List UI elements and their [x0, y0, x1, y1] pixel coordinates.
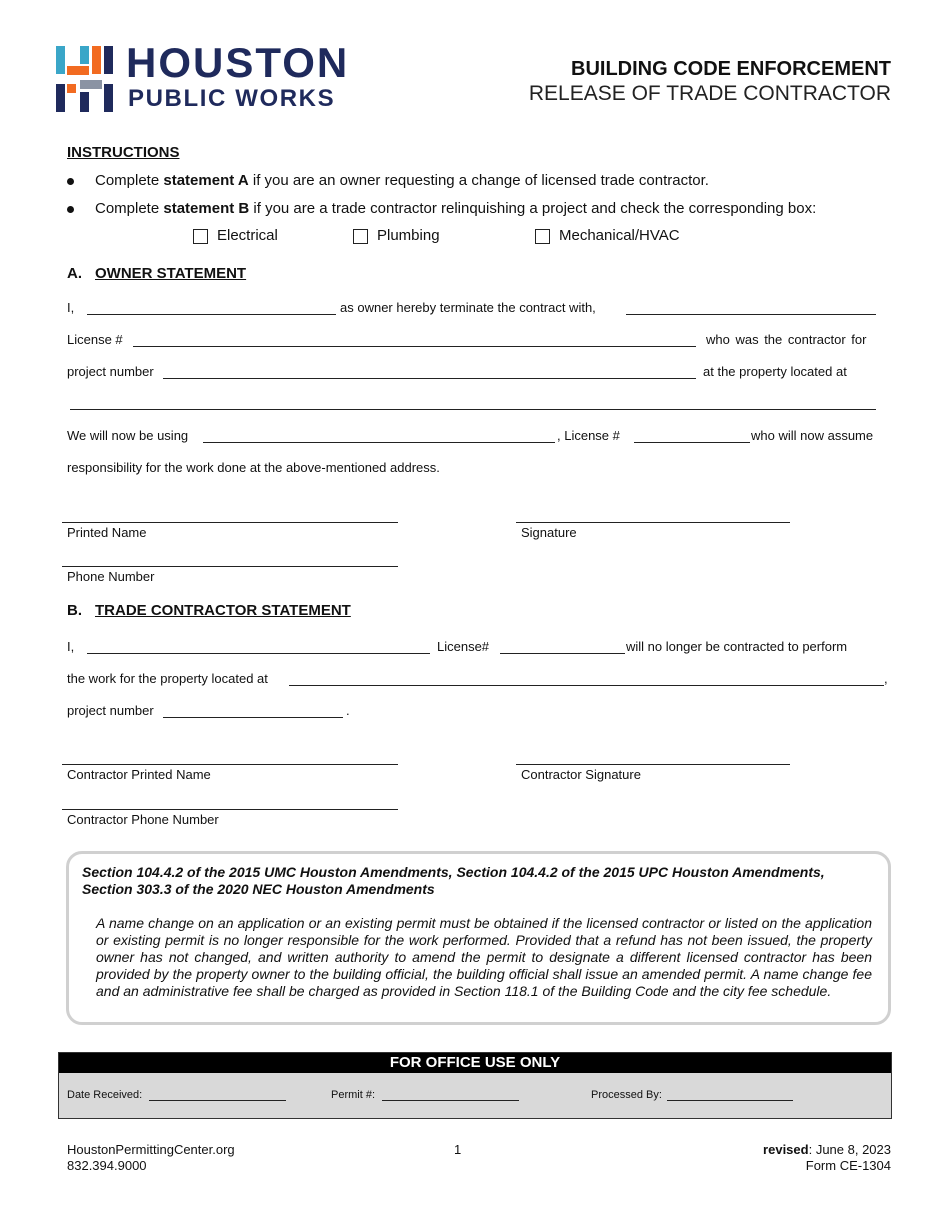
contractor-signature-field[interactable]: [516, 764, 790, 765]
new-contractor-field[interactable]: [203, 442, 555, 443]
checkbox-plumbing-label: Plumbing: [377, 227, 440, 244]
permit-field[interactable]: [382, 1100, 519, 1101]
contractor-license-label: License#: [437, 639, 490, 654]
date-received-label: Date Received:: [67, 1089, 143, 1101]
owner-phone-label: Phone Number: [67, 569, 155, 584]
office-use-panel: [58, 1052, 892, 1119]
owner-as-owner-text: as owner hereby terminate the contract with,: [340, 300, 596, 315]
revised-date: : June 8, 2023: [808, 1142, 891, 1157]
we-will-label: We will now be using: [67, 428, 189, 443]
footer-revised: [763, 1142, 891, 1158]
bullet-1-pre: Complete: [95, 172, 164, 189]
bullet-icon: [67, 178, 74, 185]
owner-printed-name-field[interactable]: [62, 522, 398, 523]
at-property-text: at the property located at: [703, 364, 847, 379]
contractor-printed-name-field[interactable]: [62, 764, 398, 765]
section-a-heading: OWNER STATEMENT: [95, 265, 247, 282]
logo-line2: PUBLIC WORKS: [128, 85, 336, 112]
checkbox-plumbing[interactable]: [353, 229, 368, 244]
section-b-heading: TRADE CONTRACTOR STATEMENT: [95, 602, 351, 619]
new-license-field[interactable]: [634, 442, 750, 443]
page-number: 1: [454, 1142, 462, 1157]
contractor-signature-label: Contractor Signature: [521, 767, 641, 782]
contractor-property-field[interactable]: [289, 685, 884, 686]
owner-signature-label: Signature: [521, 525, 577, 540]
trailing-period: .: [346, 703, 350, 718]
code-notice-box: [66, 851, 891, 1025]
contractor-name-field[interactable]: [87, 653, 430, 654]
section-b-letter: B.: [67, 602, 82, 619]
contractor-phone-field[interactable]: [62, 809, 398, 810]
footer-phone: 832.394.9000: [67, 1158, 147, 1173]
who-was-text: who was the contractor for: [706, 332, 867, 347]
form-number: Form CE-1304: [805, 1158, 891, 1173]
former-license-field[interactable]: [133, 346, 696, 347]
section-a-letter: A.: [67, 265, 82, 282]
logo: [56, 39, 376, 114]
owner-i-label: I,: [67, 300, 75, 315]
document-title: BUILDING CODE ENFORCEMENT: [571, 58, 891, 80]
processed-by-label: Processed By:: [591, 1089, 662, 1101]
owner-license-label: License #: [67, 332, 123, 347]
processed-by-field[interactable]: [667, 1100, 793, 1101]
instructions-heading: INSTRUCTIONS: [67, 144, 180, 161]
trailing-comma: ,: [884, 671, 888, 686]
owner-name-field[interactable]: [87, 314, 336, 315]
office-use-heading: FOR OFFICE USE ONLY: [59, 1053, 891, 1073]
contractor-project-number-field[interactable]: [163, 717, 343, 718]
checkbox-electrical-label: Electrical: [217, 227, 278, 244]
bullet-icon: [67, 206, 74, 213]
contractor-i-label: I,: [67, 639, 75, 654]
footer-website: HoustonPermittingCenter.org: [67, 1142, 235, 1157]
new-license-label: , License #: [557, 428, 620, 443]
contractor-license-field[interactable]: [500, 653, 625, 654]
date-received-field[interactable]: [149, 1100, 286, 1101]
property-address-field[interactable]: [70, 409, 876, 410]
owner-signature-field[interactable]: [516, 522, 790, 523]
code-notice-title: Section 104.4.2 of the 2015 UMC Houston Amendments, Section 104.4.2 of the 2015 UPC Houston Amendments, Section 303.3 of the 2020 NEC Houston Amendments: [82, 864, 825, 897]
code-notice-body: A name change on an application or an existing permit must be obtained if the licensed contractor or listed on the application or existing permit is no longer responsible for the work performed. Provided that a refund has not been issued, the property owner has not changed, and written authority to amend the permit to designate a different licensed contractor has been provided by the property owner to the building official, the building official shall issue an amended permit. A name change fee and an administrative fee shall be charged as provided in Section 118.1 of the Building Code and the city fee schedule.: [96, 915, 872, 999]
bullet-2-pre: Complete: [95, 200, 164, 217]
document-subtitle: RELEASE OF TRADE CONTRACTOR: [528, 82, 891, 105]
bullet-2-bold: statement B: [163, 200, 250, 217]
contractor-printed-name-label: Contractor Printed Name: [67, 767, 211, 782]
project-number-field[interactable]: [163, 378, 696, 379]
who-assume-text: who will now assume: [751, 428, 874, 443]
checkbox-mechanical-label: Mechanical/HVAC: [559, 227, 680, 244]
owner-printed-name-label: Printed Name: [67, 525, 147, 540]
former-contractor-field[interactable]: [626, 314, 876, 315]
responsibility-text: responsibility for the work done at the above-mentioned address.: [67, 460, 440, 475]
checkbox-electrical[interactable]: [193, 229, 208, 244]
no-longer-text: will no longer be contracted to perform: [626, 639, 848, 654]
permit-label: Permit #:: [331, 1089, 376, 1101]
bullet-1-bold: statement A: [163, 172, 249, 189]
project-number-label: project number: [67, 364, 154, 379]
checkbox-mechanical[interactable]: [535, 229, 550, 244]
bullet-2-post: if you are a trade contractor relinquishing a project and check the corresponding box:: [249, 200, 817, 217]
houston-logo-mark-icon: [56, 44, 114, 112]
bullet-1-post: if you are an owner requesting a change of licensed trade contractor.: [248, 172, 709, 189]
contractor-phone-label: Contractor Phone Number: [67, 812, 219, 827]
revised-label: revised: [763, 1142, 809, 1157]
owner-phone-field[interactable]: [62, 566, 398, 567]
logo-line1: HOUSTON: [126, 39, 350, 86]
contractor-project-number-label: project number: [67, 703, 154, 718]
work-for-label: the work for the property located at: [67, 671, 268, 686]
